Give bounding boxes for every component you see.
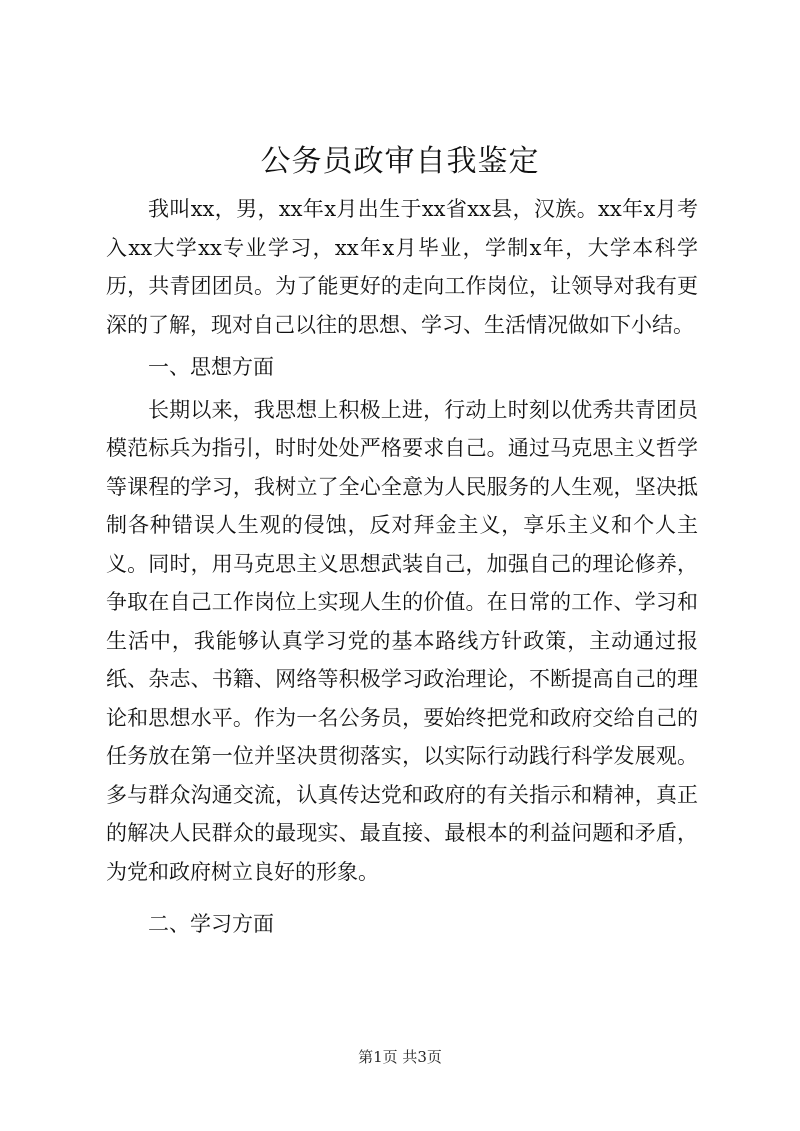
document-title: 公务员政审自我鉴定 <box>260 144 540 179</box>
thought-paragraph: 长期以来，我思想上积极上进，行动上时刻以优秀共青团员模范标兵为指引，时时处处严格要求自己。通过马克思主义哲学等课程的学习，我树立了全心全意为人民服务的人生观，坚决抵制各种错误人生观的侵蚀，反对拜金主义，享乐主义和个人主义。同时，用马克思主义思想武装自己，加强自己的理论修养，争取在自己工作岗位上实现人生的价值。在日常的工作、学习和生活中，我能够认真学习党的基本路线方针政策，主动通过报纸、杂志、书籍、网络等积极学习政治理论，不断提高自己的理论和思想水平。作为一名公务员，要始终把党和政府交给自己的任务放在第一位并坚决贯彻落实，以实际行动践行科学发展观。多与群众沟通交流，认真传达党和政府的有关指示和精神，真正的解决人民群众的最现实、最直接、最根本的利益问题和矛盾，为党和政府树立良好的形象。 <box>106 397 698 884</box>
page-footer: 第1页 共3页 <box>358 1048 442 1066</box>
section-heading-study: 二、学习方面 <box>148 912 274 936</box>
section-heading-thought: 一、思想方面 <box>148 355 274 379</box>
intro-paragraph: 我叫xx，男，xx年x月出生于xx省xx县，汉族。xx年x月考入xx大学xx专业学习，xx年x月毕业，学制x年，大学本科学历，共青团团员。为了能更好的走向工作岗位，让领导对我有更深的了解，现对自己以往的思想、学习、生活情况做如下小结。 <box>106 197 698 337</box>
document-body <box>106 190 698 948</box>
